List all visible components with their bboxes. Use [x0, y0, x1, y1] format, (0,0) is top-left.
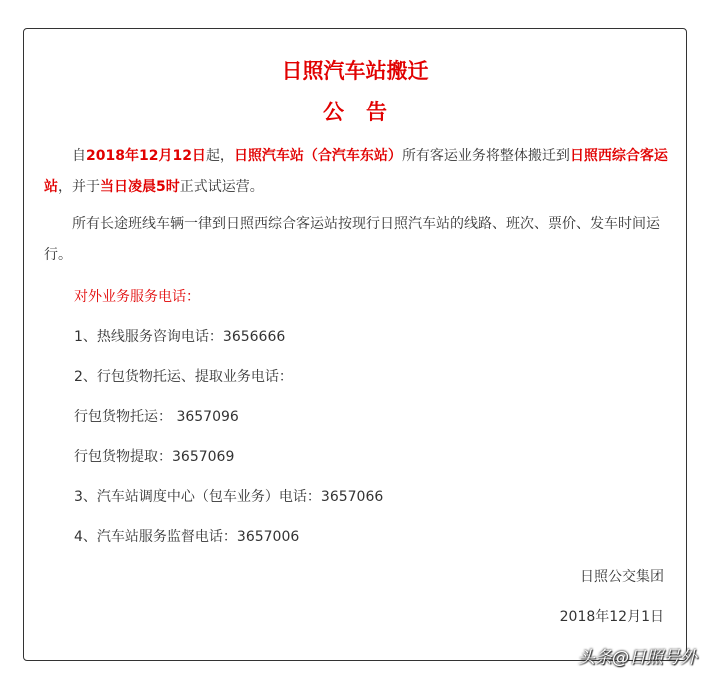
issue-date: 2018年12月1日 [559, 609, 664, 625]
p1-text-3: 所有客运业务将整体搬迁到 [401, 148, 570, 164]
relocation-paragraph [44, 141, 670, 203]
notice-title: 日照汽车站搬迁 [281, 59, 429, 83]
p1-text-4: ，并于 [58, 179, 100, 195]
notice-box [23, 28, 687, 661]
relocation-date: 2018年12月12日 [86, 148, 206, 164]
notice-subtitle: 公告 [323, 100, 409, 124]
p1-text-1: 自 [72, 148, 86, 164]
watermark: 头条@日照号外 [578, 648, 697, 668]
list-item: 4、汽车站服务监督电话：3657006 [74, 529, 300, 545]
hotline-heading: 对外业务服务电话： [74, 289, 200, 305]
p1-text-2: 起， [205, 148, 234, 164]
p1-text-5: 正式试运营。 [179, 179, 264, 195]
list-item: 2、行包货物托运、提取业务电话： [74, 369, 293, 385]
list-item: 3、汽车站调度中心（包车业务）电话：3657066 [74, 489, 384, 505]
operations-paragraph: 所有长途班线车辆一律到日照西综合客运站按现行日照汽车站的线路、班次、票价、发车时间运行。 [44, 216, 660, 263]
list-item: 行包货物托运： 3657096 [74, 409, 239, 425]
new-station-name: 日照西综合客运站 [44, 148, 668, 195]
list-item: 行包货物提取：3657069 [74, 449, 235, 465]
old-station-name: 日照汽车站（合汽车东站） [233, 148, 402, 164]
start-time: 当日凌晨5时 [100, 179, 180, 195]
issuer-name: 日照公交集团 [580, 569, 664, 585]
list-item: 1、热线服务咨询电话：3656666 [74, 329, 286, 345]
